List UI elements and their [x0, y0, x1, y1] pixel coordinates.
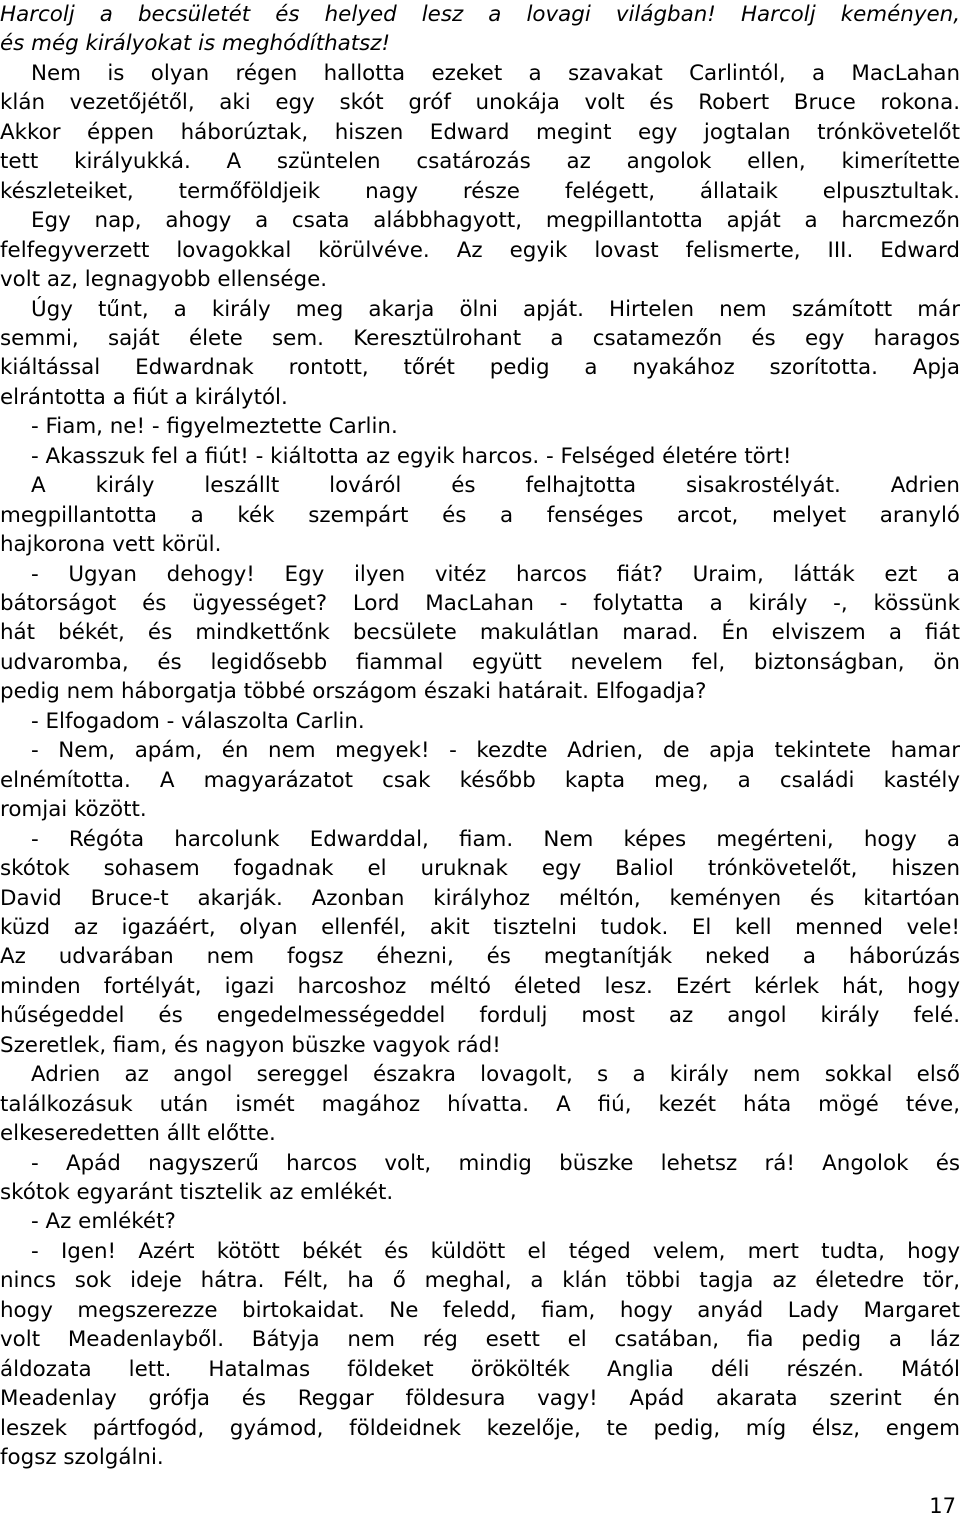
text-line: leszek pártfogód, gyámod, földeidnek kezelője, te pedig, míg élsz, engem: [0, 1415, 960, 1441]
text-line: - Fiam, ne! - figyelmeztette Carlin.: [31, 414, 398, 440]
text-line: Úgy tűnt, a király meg akarja ölni apját. Hirtelen nem számított már: [31, 296, 960, 322]
text-line: - Elfogadom - válaszolta Carlin.: [31, 708, 365, 734]
text-line: hajkorona vett körül.: [0, 532, 222, 558]
text-line: hogy megszerezze birtokaidat. Ne feledd, fiam, hogy anyád Lady Margaret: [0, 1297, 960, 1323]
text-line: - Régóta harcolunk Edwarddal, fiam. Nem képes megérteni, hogy a: [31, 826, 960, 852]
text-line: skótok egyaránt tisztelik az emlékét.: [0, 1180, 394, 1205]
text-line: - Akasszuk fel a fiút! - kiáltotta az egyik harcos. - Felséged életére tört!: [31, 443, 792, 469]
text-line: klán vezetőjétől, aki egy skót gróf unokája volt és Robert Bruce rokona.: [0, 90, 960, 116]
text-line: Harcolj a becsületét és helyed lesz a lovagi világban! Harcolj keményen,: [0, 2, 960, 27]
text-line: elnémította. A magyarázatot csak később kapta meg, a családi kastély: [0, 767, 960, 793]
text-line: A király leszállt lováról és felhajtotta sisakrostélyát. Adrien: [31, 473, 960, 499]
text-line: Nem is olyan régen hallotta ezeket a szavakat Carlintól, a MacLahan: [31, 60, 960, 86]
page-number: 17: [929, 1494, 956, 1518]
text-line: hűségeddel és engedelmességeddel fordulj most az angol király felé.: [0, 1003, 960, 1029]
text-line: tett királyukká. A szüntelen csatározás az angolok ellen, kimerítette: [0, 149, 960, 175]
text-line: kiáltással Edwardnak rontott, tőrét pedig a nyakához szorította. Apja: [0, 355, 960, 381]
text-line: semmi, saját élete sem. Keresztülrohant a csatamezőn és egy haragos: [0, 325, 960, 351]
text-line: áldozata lett. Hatalmas földeket örökölték Anglia déli részén. Mától: [0, 1356, 960, 1382]
text-line: készleteiket, termőföldjeik nagy része felégett, állataik elpusztultak.: [0, 178, 960, 204]
text-line: nincs sok ideje hátra. Félt, ha ő meghal, a klán többi tagja az életedre tör,: [0, 1268, 960, 1294]
text-line: Az udvarában nem fogsz éhezni, és megtanítják neked a háborúzás: [0, 944, 960, 970]
text-line: bátorságot és ügyességet? Lord MacLahan - folytatta a király -, kössünk: [0, 591, 960, 616]
text-line: fogsz szolgálni.: [0, 1445, 164, 1471]
text-line: találkozásuk után ismét magához hívatta. A fiú, kezét háta mögé téve,: [0, 1091, 960, 1117]
text-line: Egy nap, ahogy a csata alábbhagyott, megpillantotta apját a harcmezőn: [31, 208, 960, 234]
text-line: Akkor éppen háborúztak, hiszen Edward megint egy jogtalan trónkövetelőt: [0, 119, 960, 145]
text-line: - Nem, apám, én nem megyek! - kezdte Adrien, de apja tekintete hamar: [31, 738, 960, 764]
text-line: felfegyverzett lovagokkal körülvéve. Az egyik lovast felismerte, III. Edward: [0, 237, 960, 263]
text-line: elkeseredetten állt előtte.: [0, 1121, 276, 1147]
text-line: Szeretlek, fiam, és nagyon büszke vagyok rád!: [0, 1032, 501, 1058]
text-line: minden fortélyát, igazi harcoshoz méltó életed lesz. Ezért kérlek hát, hogy: [0, 973, 960, 999]
text-line: pedig nem háborgatja többé országom északi határait. Elfogadja?: [0, 679, 707, 705]
text-line: Adrien az angol sereggel északra lovagolt, s a király nem sokkal első: [31, 1062, 960, 1088]
text-line: volt Meadenlayből. Bátyja nem rég esett el csatában, fia pedig a láz: [0, 1327, 960, 1353]
text-line: megpillantotta a kék szempárt és a fenséges arcot, melyet aranyló: [0, 502, 960, 528]
text-line: - Igen! Azért kötött békét és küldött el téged velem, mert tudta, hogy: [31, 1238, 960, 1264]
text-line: udvaromba, és legidősebb fiammal együtt nevelem fel, biztonságban, ön: [0, 649, 960, 675]
text-line: Meadenlay grófja és Reggar földesura vagy! Apád akarata szerint én: [0, 1386, 960, 1412]
text-line: romjai között.: [0, 797, 147, 823]
text-line: - Az emlékét?: [31, 1209, 176, 1235]
text-line: és még királyokat is meghódíthatsz!: [0, 31, 391, 57]
text-line: skótok sohasem fogadnak el uruknak egy Baliol trónkövetelőt, hiszen: [0, 856, 960, 882]
text-line: küzd az igazáért, olyan ellenfél, akit tisztelni tudok. El kell menned vele!: [0, 914, 960, 940]
text-line: volt az, legnagyobb ellensége.: [0, 267, 328, 293]
text-line: hát békét, és mindkettőnk becsülete makulátlan marad. Én elviszem a fiát: [0, 620, 960, 646]
text-line: David Bruce-t akarják. Azonban királyhoz méltón, keményen és kitartóan: [0, 885, 960, 911]
text-line: - Apád nagyszerű harcos volt, mindig büszke lehetsz rá! Angolok és: [31, 1150, 960, 1176]
text-line: - Ugyan dehogy! Egy ilyen vitéz harcos fiát? Uraim, látták ezt a: [31, 561, 960, 587]
text-line: elrántotta a fiút a királytól.: [0, 384, 288, 410]
